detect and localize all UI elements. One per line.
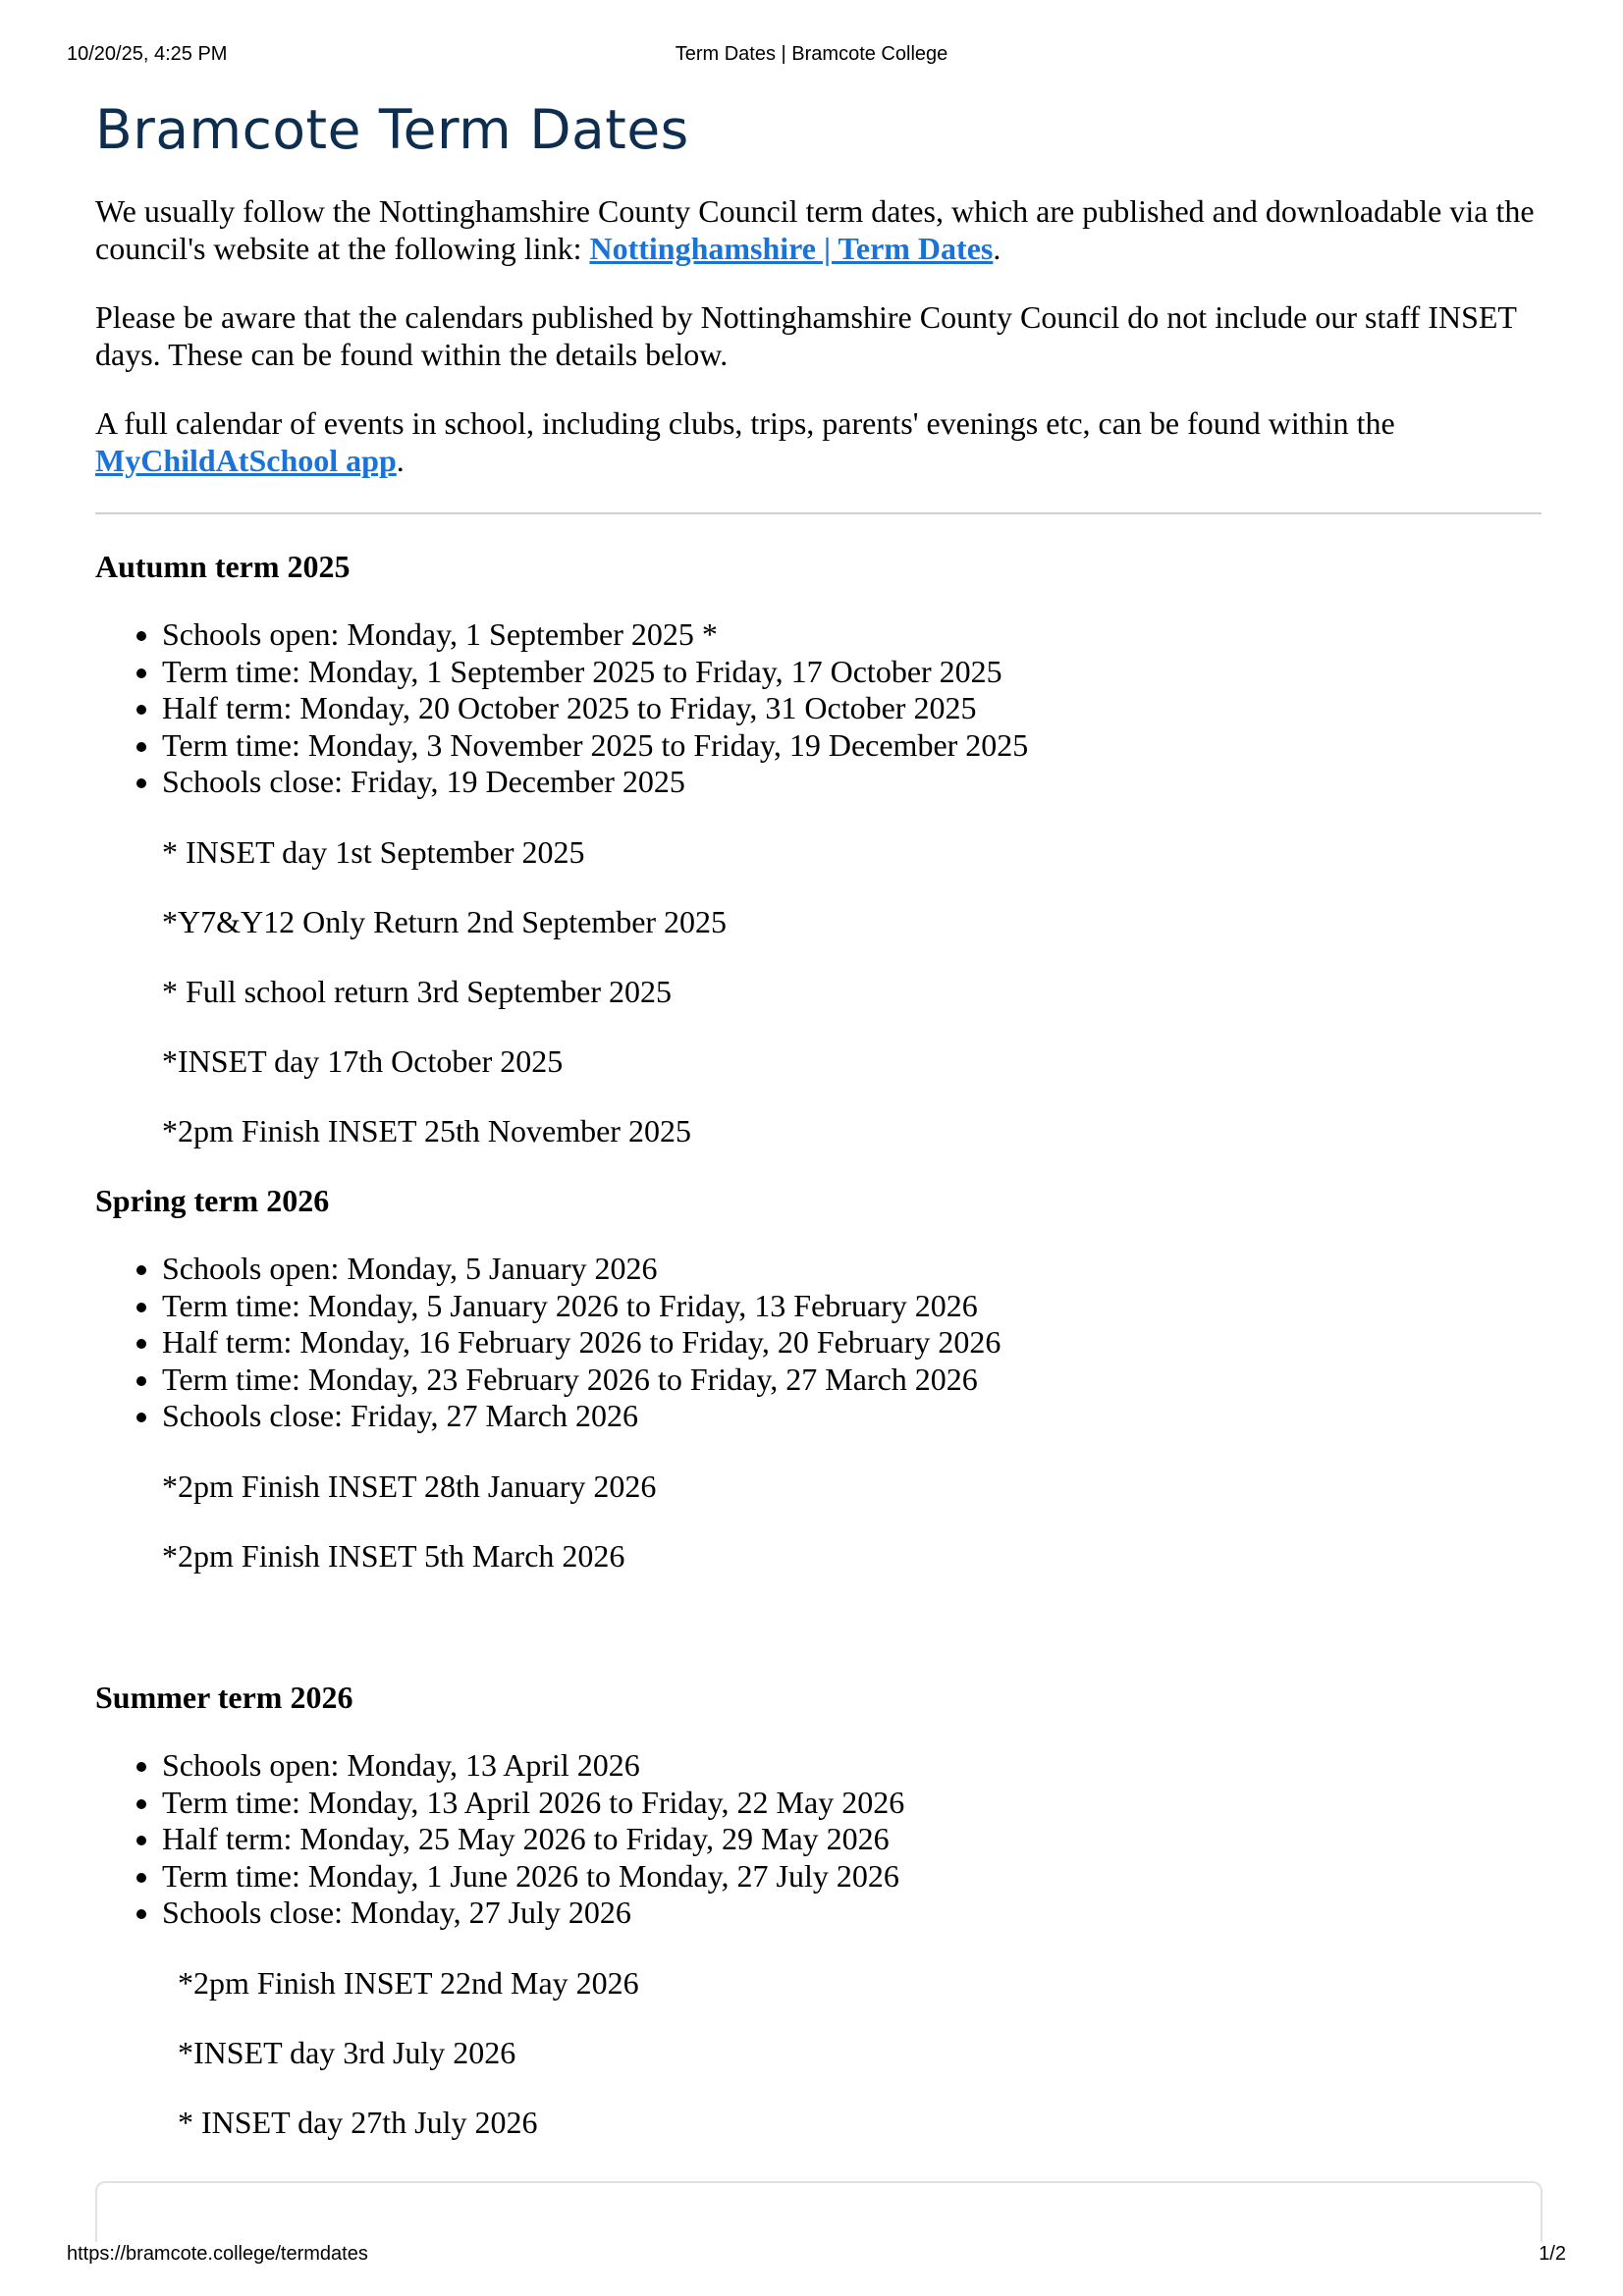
inset-note: *2pm Finish INSET 5th March 2026 bbox=[162, 1537, 625, 1574]
inset-note: * INSET day 27th July 2026 bbox=[178, 2104, 538, 2140]
inset-note: *2pm Finish INSET 28th January 2026 bbox=[162, 1468, 657, 1504]
list-item: • Term time: Monday, 1 June 2026 to Monday, 27 July 2026 bbox=[162, 1858, 1542, 1896]
summer-term-section bbox=[95, 1679, 1542, 2141]
autumn-term-section bbox=[95, 548, 1542, 1149]
inset-note: * Full school return 3rd September 2025 bbox=[162, 973, 673, 1009]
spring-term-heading: Spring term 2026 bbox=[95, 1182, 330, 1218]
list-item: • Schools open: Monday, 13 April 2026 bbox=[162, 1747, 1542, 1785]
autumn-term-heading: Autumn term 2025 bbox=[95, 549, 351, 584]
list-item: • Term time: Monday, 13 April 2026 to Friday, 22 May 2026 bbox=[162, 1785, 1542, 1822]
mychildatschool-app-link[interactable]: MyChildAtSchool app bbox=[95, 443, 397, 478]
list-item: • Term time: Monday, 1 September 2025 to Friday, 17 October 2025 bbox=[162, 654, 1542, 691]
inset-note: * INSET day 1st September 2025 bbox=[162, 833, 585, 870]
list-item: • Half term: Monday, 25 May 2026 to Friday, 29 May 2026 bbox=[162, 1821, 1542, 1858]
inset-note: *Y7&Y12 Only Return 2nd September 2025 bbox=[162, 903, 728, 939]
intro-section bbox=[95, 192, 1542, 479]
print-header bbox=[0, 43, 1623, 67]
list-item: • Term time: Monday, 5 January 2026 to Friday, 13 February 2026 bbox=[162, 1288, 1542, 1325]
inset-note: *INSET day 17th October 2025 bbox=[162, 1042, 564, 1079]
print-page-title: Term Dates | Bramcote College bbox=[675, 43, 948, 65]
print-page-number: 1/2 bbox=[1539, 2243, 1566, 2265]
list-item: • Term time: Monday, 3 November 2025 to Friday, 19 December 2025 bbox=[162, 727, 1542, 765]
list-item: • Schools close: Friday, 27 March 2026 bbox=[162, 1398, 1542, 1435]
list-item: • Half term: Monday, 16 February 2026 to Friday, 20 February 2026 bbox=[162, 1324, 1542, 1362]
summer-term-heading: Summer term 2026 bbox=[95, 1679, 353, 1715]
main-content bbox=[95, 90, 1542, 2141]
spring-term-dates-list bbox=[95, 1251, 1542, 1435]
print-timestamp: 10/20/25, 4:25 PM bbox=[67, 43, 228, 65]
intro-paragraph-term-dates bbox=[95, 192, 1542, 267]
print-footer bbox=[0, 2243, 1623, 2267]
content-card bbox=[95, 2181, 1542, 2242]
list-item: • Schools close: Monday, 27 July 2026 bbox=[162, 1895, 1542, 1932]
list-item: • Half term: Monday, 20 October 2025 to Friday, 31 October 2025 bbox=[162, 690, 1542, 727]
intro-punct: . bbox=[396, 443, 405, 478]
inset-note: *2pm Finish INSET 22nd May 2026 bbox=[178, 1964, 639, 2001]
intro-paragraph-calendar bbox=[95, 404, 1542, 479]
divider bbox=[95, 512, 1542, 514]
spring-term-section bbox=[95, 1182, 1542, 1575]
intro-text: A full calendar of events in school, including clubs, trips, parents' evenings etc, can be found within the bbox=[95, 405, 1395, 441]
intro-text: We usually follow the Nottinghamshire County Council term dates, which are published and downloadable via the council's website at the following link: bbox=[95, 193, 1535, 266]
list-item: • Term time: Monday, 23 February 2026 to Friday, 27 March 2026 bbox=[162, 1362, 1542, 1399]
print-url: https://bramcote.college/termdates bbox=[67, 2243, 368, 2265]
page-title: Bramcote Term Dates bbox=[95, 98, 689, 161]
nottinghamshire-term-dates-link[interactable]: Nottinghamshire | Term Dates bbox=[589, 231, 994, 266]
list-item: • Schools open: Monday, 1 September 2025 * bbox=[162, 616, 1542, 654]
inset-note: *INSET day 3rd July 2026 bbox=[178, 2034, 516, 2070]
autumn-term-dates-list bbox=[95, 616, 1542, 801]
list-item: • Schools open: Monday, 5 January 2026 bbox=[162, 1251, 1542, 1288]
intro-punct: . bbox=[993, 231, 1001, 266]
inset-note: *2pm Finish INSET 25th November 2025 bbox=[162, 1112, 691, 1148]
summer-term-dates-list bbox=[95, 1747, 1542, 1932]
list-item: • Schools close: Friday, 19 December 2025 bbox=[162, 764, 1542, 801]
intro-paragraph-inset: Please be aware that the calendars published by Nottinghamshire County Council do not include our staff INSET days. These can be found within the details below. bbox=[95, 299, 1517, 372]
